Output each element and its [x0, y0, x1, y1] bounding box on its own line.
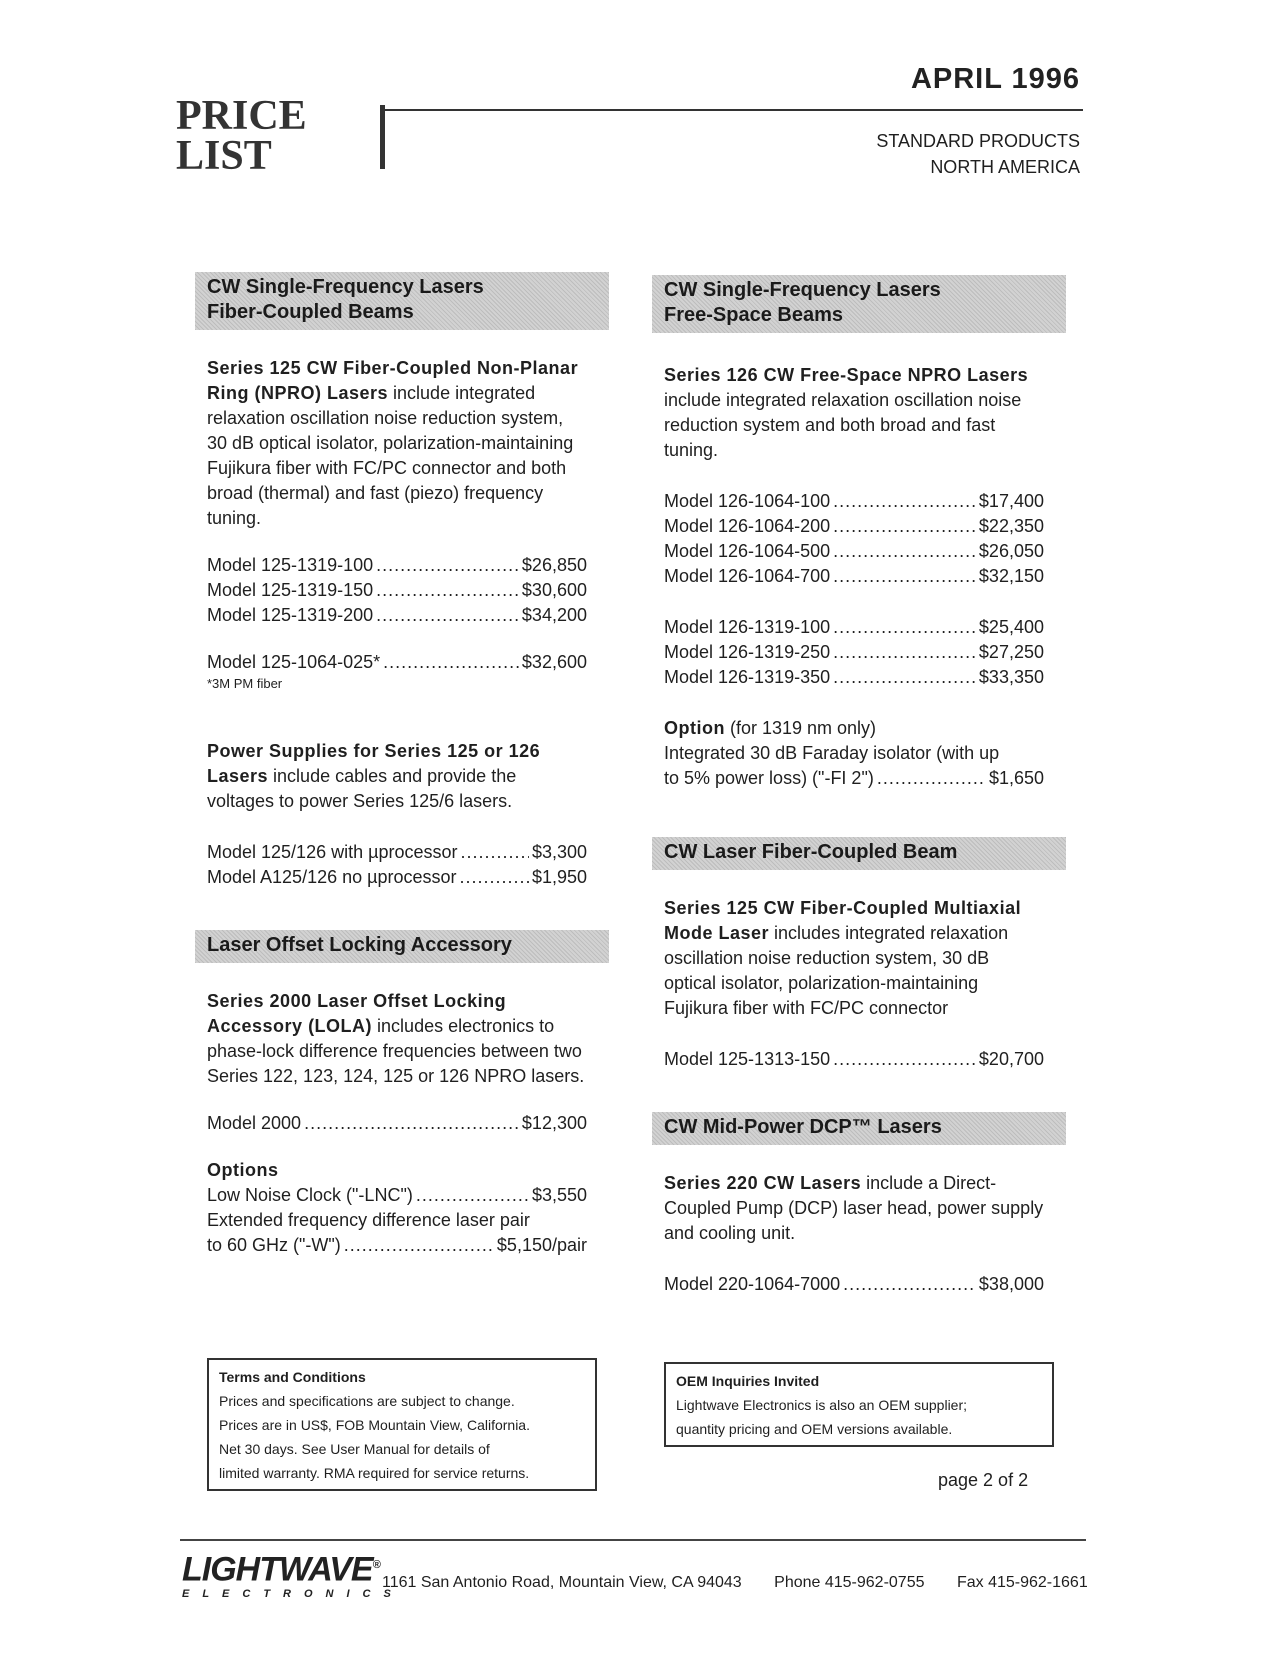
- price-row: [664, 539, 1044, 564]
- leader-dots: [843, 1272, 976, 1297]
- options-heading: Options: [207, 1160, 279, 1180]
- leader-dots: [833, 615, 976, 640]
- section-header: [652, 837, 1066, 870]
- section-header: [195, 930, 609, 963]
- price-row: [664, 615, 1044, 640]
- price-row: [207, 1233, 587, 1258]
- model-price: $1,950: [531, 867, 587, 887]
- leader-dots: [833, 640, 976, 665]
- leader-dots: [383, 650, 519, 675]
- product-series: Series 125 CW Fiber-Coupled Multiaxial Mode Laser: [664, 898, 1022, 943]
- region-line: STANDARD PRODUCTS: [876, 131, 1080, 151]
- leader-dots: [344, 1233, 494, 1258]
- header-bar: [380, 105, 385, 169]
- oem-line: quantity pricing and OEM versions available.: [676, 1421, 953, 1437]
- model-name: Model 125-1319-150: [207, 580, 374, 600]
- terms-line: Prices and specifications are subject to change.: [219, 1393, 515, 1409]
- logo-wordmark: LIGHTWAVE: [182, 1550, 373, 1589]
- page-number: page 2 of 2: [938, 1470, 1029, 1490]
- option-heading: Option: [664, 718, 725, 738]
- right-column: [664, 275, 1044, 1297]
- section-header-line: CW Mid-Power DCP™ Lasers: [664, 1116, 942, 1138]
- price-row: [207, 1183, 587, 1208]
- price-row: [207, 840, 587, 865]
- model-name: Model 126-1064-700: [664, 566, 831, 586]
- product-details: include integrated relaxation oscillation noise reduction system, 30 dB optical isolator, polarization-maintaining Fujikura fiber with FC/PC connector and both broad (thermal) and fast (piezo) frequency tuning.: [207, 383, 574, 528]
- leader-dots: [833, 1047, 976, 1072]
- price-row: [207, 1111, 587, 1136]
- model-price: $1,650: [988, 768, 1044, 788]
- model-price: $34,200: [521, 605, 587, 625]
- terms-line: limited warranty. RMA required for service returns.: [219, 1465, 530, 1481]
- leader-dots: [416, 1183, 529, 1208]
- section-header: [652, 1112, 1066, 1145]
- option-description: Extended frequency difference laser pair: [207, 1210, 530, 1230]
- model-name: Model 126-1319-250: [664, 642, 831, 662]
- leader-dots: [877, 766, 986, 791]
- section-header: [195, 272, 609, 330]
- page-title: [176, 93, 307, 179]
- model-price: $38,000: [978, 1274, 1044, 1294]
- model-name: Model 220-1064-7000: [664, 1274, 841, 1294]
- logo-subtitle: ELECTRONICS: [182, 1588, 404, 1601]
- model-price: $32,150: [978, 566, 1044, 586]
- model-name: Model 125-1319-200: [207, 605, 374, 625]
- price-row: [664, 489, 1044, 514]
- model-name: Model 126-1064-100: [664, 491, 831, 511]
- model-price: $30,600: [521, 580, 587, 600]
- price-row: [207, 865, 587, 890]
- model-name: to 5% power loss) ("-FI 2"): [664, 768, 874, 788]
- product-series: Series 125 CW Fiber-Coupled Non-Planar Ring (NPRO) Lasers: [207, 358, 579, 403]
- section-header-line: Fiber-Coupled Beams: [207, 301, 414, 323]
- product-details: includes integrated relaxation oscillation noise reduction system, 30 dB optical isolator, polarization-maintaining Fujikura fiber with FC/PC connector: [664, 923, 1009, 1018]
- model-price: $26,850: [521, 555, 587, 575]
- option-description: Integrated 30 dB Faraday isolator (with up: [664, 743, 1000, 763]
- title-line: PRICE: [176, 93, 307, 139]
- section-header-line: CW Single-Frequency Lasers: [664, 279, 941, 301]
- leader-dots: [833, 539, 976, 564]
- model-price: $27,250: [978, 642, 1044, 662]
- product-description: [664, 896, 1044, 1021]
- price-list: [207, 553, 587, 628]
- leader-dots: [376, 553, 519, 578]
- model-price: $33,350: [978, 667, 1044, 687]
- model-name: Model 2000: [207, 1113, 302, 1133]
- company-address: 1161 San Antonio Road, Mountain View, CA 94043: [382, 1574, 742, 1591]
- leader-dots: [833, 489, 976, 514]
- footer-rule: [180, 1539, 1086, 1541]
- product-details: include cables and provide the voltages to power Series 125/6 lasers.: [207, 766, 517, 811]
- product-series: Series 126 CW Free-Space NPRO Lasers: [664, 365, 1029, 385]
- region-label: [876, 128, 1080, 180]
- option-description: [664, 716, 1044, 741]
- leader-dots: [833, 564, 976, 589]
- model-name: Model A125/126 no µprocessor: [207, 867, 457, 887]
- product-description: [207, 356, 587, 531]
- oem-line: Lightwave Electronics is also an OEM supplier;: [676, 1397, 968, 1413]
- section-header-line: Free-Space Beams: [664, 304, 843, 326]
- model-price: $32,600: [521, 652, 587, 672]
- model-price: $25,400: [978, 617, 1044, 637]
- section-header: [652, 275, 1066, 333]
- footnote: *3M PM fiber: [207, 676, 283, 691]
- section-header-line: CW Laser Fiber-Coupled Beam: [664, 841, 958, 863]
- registered-mark: ®: [372, 1559, 380, 1571]
- price-row: [664, 665, 1044, 690]
- product-description: [207, 739, 587, 814]
- model-name: Model 125/126 with µprocessor: [207, 842, 458, 862]
- company-logo: [182, 1548, 404, 1600]
- leader-dots: [460, 865, 529, 890]
- model-name: Model 126-1319-350: [664, 667, 831, 687]
- product-series: Series 2000 Laser Offset Locking Accessory (LOLA): [207, 991, 507, 1036]
- publication-date: APRIL 1996: [910, 63, 1080, 95]
- footer-contact: [382, 1574, 1088, 1592]
- price-row: [207, 603, 587, 628]
- leader-dots: [461, 840, 529, 865]
- model-price: $17,400: [978, 491, 1044, 511]
- model-name: Low Noise Clock ("-LNC"): [207, 1185, 413, 1205]
- price-row: [664, 1047, 1044, 1072]
- price-list: [207, 840, 587, 890]
- model-name: to 60 GHz ("-W"): [207, 1235, 341, 1255]
- product-details: include a Direct-Coupled Pump (DCP) laser head, power supply and cooling unit.: [664, 1173, 1044, 1243]
- left-column: [207, 272, 587, 1258]
- model-name: Model 125-1319-100: [207, 555, 374, 575]
- model-name: Model 125-1313-150: [664, 1049, 831, 1069]
- model-name: Model 126-1064-200: [664, 516, 831, 536]
- product-description: [207, 989, 587, 1089]
- product-description: [664, 1171, 1044, 1246]
- price-row: [207, 553, 587, 578]
- model-price: $26,050: [978, 541, 1044, 561]
- title-line: LIST: [176, 133, 272, 179]
- price-row: [207, 650, 587, 675]
- price-row: [664, 564, 1044, 589]
- model-price: $3,550: [531, 1185, 587, 1205]
- terms-title: Terms and Conditions: [219, 1369, 366, 1385]
- leader-dots: [833, 514, 976, 539]
- oem-box: [664, 1362, 1054, 1447]
- product-series: Series 220 CW Lasers: [664, 1173, 862, 1193]
- price-row: [664, 640, 1044, 665]
- terms-line: Prices are in US$, FOB Mountain View, California.: [219, 1417, 530, 1433]
- leader-dots: [304, 1111, 519, 1136]
- header-rule: [383, 109, 1083, 111]
- product-series: Power Supplies for Series 125 or 126 Lasers: [207, 741, 541, 786]
- terms-box: [207, 1358, 597, 1491]
- model-name: Model 125-1064-025*: [207, 652, 381, 672]
- terms-line: Net 30 days. See User Manual for details of: [219, 1441, 490, 1457]
- product-details: include integrated relaxation oscillation noise reduction system and both broad and fast tuning.: [664, 390, 1022, 460]
- price-row: [664, 514, 1044, 539]
- oem-title: OEM Inquiries Invited: [676, 1373, 820, 1389]
- section-header-line: Laser Offset Locking Accessory: [207, 934, 512, 956]
- region-line: NORTH AMERICA: [930, 157, 1080, 177]
- company-phone: Phone 415-962-0755: [774, 1574, 925, 1591]
- product-details: includes electronics to phase-lock difference frequencies between two Series 122, 123, 124, 125 or 126 NPRO lasers.: [207, 1016, 585, 1086]
- company-fax: Fax 415-962-1661: [956, 1574, 1088, 1591]
- option-note: (for 1319 nm only): [724, 718, 877, 738]
- leader-dots: [833, 665, 976, 690]
- model-name: Model 126-1064-500: [664, 541, 831, 561]
- price-row: [664, 766, 1044, 791]
- leader-dots: [376, 603, 519, 628]
- price-row: [664, 1272, 1044, 1297]
- price-row: [207, 578, 587, 603]
- model-price: $5,150/pair: [496, 1235, 587, 1255]
- product-description: [664, 363, 1044, 463]
- section-header-line: CW Single-Frequency Lasers: [207, 276, 484, 298]
- model-price: $22,350: [978, 516, 1044, 536]
- model-price: $12,300: [521, 1113, 587, 1133]
- model-name: Model 126-1319-100: [664, 617, 831, 637]
- model-price: $20,700: [978, 1049, 1044, 1069]
- price-list: [664, 615, 1044, 690]
- price-list: [664, 489, 1044, 589]
- leader-dots: [376, 578, 519, 603]
- model-price: $3,300: [531, 842, 587, 862]
